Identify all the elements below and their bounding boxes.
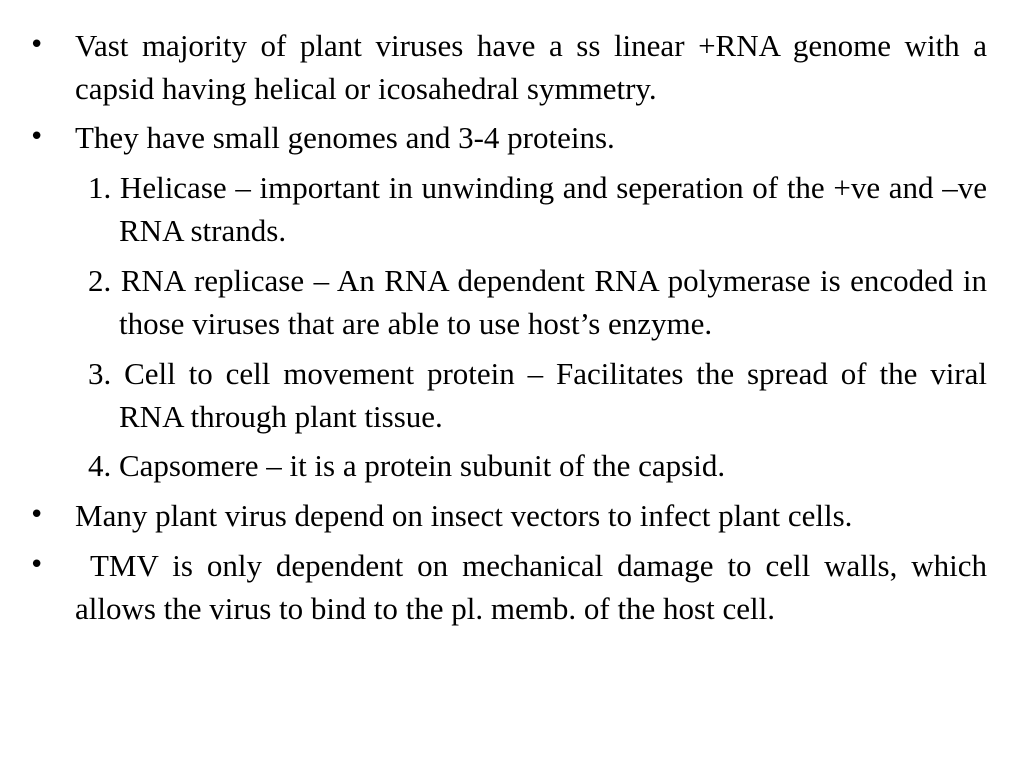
- bullet-item-tmv: [29, 544, 987, 630]
- protein-item-helicase: 1. Helicase – important in unwinding and seperation of the +ve and –ve RNA strands.: [88, 170, 987, 248]
- bullet-text: Vast majority of plant viruses have a ss linear +RNA genome with a capsid having helical or icosahedral symmetry.: [75, 28, 987, 106]
- bullet-dot-icon: •: [29, 30, 45, 60]
- bullet-text: TMV is only dependent on mechanical damage to cell walls, which allows the virus to bind to the pl. memb. of the host cell.: [75, 548, 987, 626]
- protein-item-rna-replicase: 2. RNA replicase – An RNA dependent RNA polymerase is encoded in those viruses that are able to use host’s enzyme.: [88, 263, 987, 341]
- bullet-text: They have small genomes and 3-4 proteins.: [75, 120, 615, 155]
- bullet-dot-icon: •: [29, 122, 45, 152]
- bullet-text: Many plant virus depend on insect vectors to infect plant cells.: [75, 498, 853, 533]
- bullet-item-insect-vectors: [29, 494, 987, 537]
- protein-item-movement-protein: 3. Cell to cell movement protein – Facilitates the spread of the viral RNA through plant tissue.: [88, 356, 987, 434]
- bullet-item-small-genomes: [29, 116, 987, 159]
- protein-item-capsomere: 4. Capsomere – it is a protein subunit of the capsid.: [88, 448, 726, 483]
- bullet-dot-icon: •: [29, 550, 45, 580]
- bullet-item-genome: [29, 24, 987, 110]
- bullet-dot-icon: •: [29, 500, 45, 530]
